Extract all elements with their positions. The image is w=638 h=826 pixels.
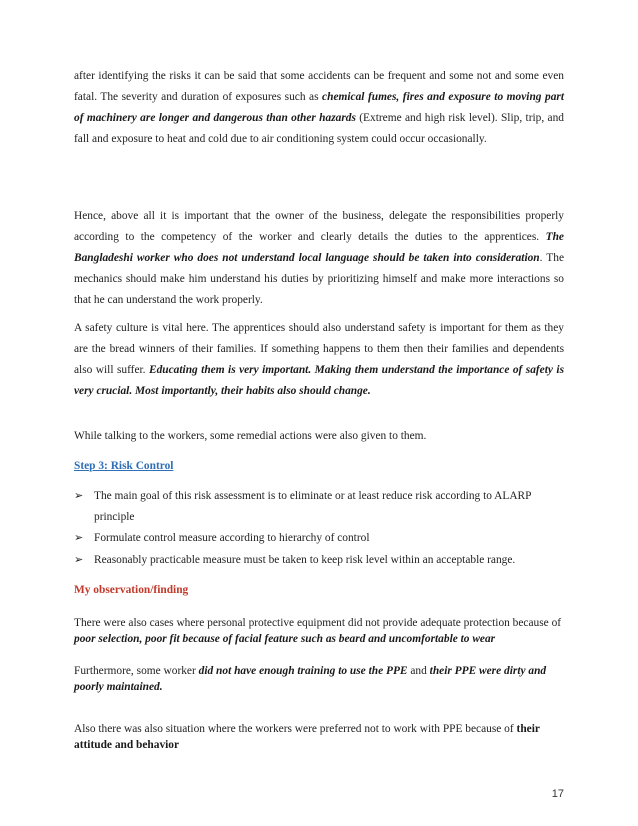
text-run: after identifying the risks it can be said that some accidents can be frequent and some not and some even fatal. The severity and duration of exposures such as bbox=[74, 70, 564, 103]
arrow-bullet-icon: ➢ bbox=[74, 490, 84, 502]
text-run: A safety culture is vital here. The apprentices should also understand safety is important for them as they are the bread winners of their families. If something happens to them then their families and dependents also will suffer. bbox=[74, 322, 564, 376]
emphasis-run: did not have enough training to use the PPE bbox=[198, 665, 408, 677]
bullet-text: Formulate control measure according to hierarchy of control bbox=[94, 532, 370, 544]
text-run: . The mechanics should make him understand his duties by prioritizing himself and make more interactions so that he can understand the work properly. bbox=[74, 252, 564, 306]
bullet-item bbox=[74, 486, 564, 528]
text-run: Furthermore, some worker bbox=[74, 665, 199, 677]
emphasis-run: their attitude and behavior bbox=[74, 723, 540, 751]
step3-heading: Step 3: Risk Control bbox=[74, 460, 174, 472]
bullet-text: The main goal of this risk assessment is to eliminate or at least reduce risk according to ALARP principle bbox=[94, 490, 532, 523]
emphasis-run: Educating them is very important. Making them understand the importance of safety is very crucial. Most importantly, their habits also should change. bbox=[74, 364, 564, 397]
paragraph-ppe-cases bbox=[74, 616, 564, 647]
emphasis-run: poor selection, poor fit because of facial feature such as beard and uncomfortable to wear bbox=[74, 632, 496, 645]
text-run: (Extreme and high risk level). Slip, trip, and fall and exposure to heat and cold due to air conditioning system could occur occasionally. bbox=[74, 112, 564, 145]
text-run: Hence, above all it is important that the owner of the business, delegate the responsibilities properly according to the competency of the worker and clearly details the duties to the apprentices. bbox=[74, 210, 564, 243]
emphasis-run: chemical fumes, fires and exposure to moving part of machinery are longer and dangerous than other hazards bbox=[74, 91, 564, 124]
page-number: 17 bbox=[551, 788, 564, 800]
paragraph-ppe-attitude bbox=[74, 722, 564, 753]
paragraph-risk-frequency bbox=[74, 66, 564, 150]
text-run: and bbox=[407, 665, 430, 677]
paragraph-remedial-actions: While talking to the workers, some remedial actions were also given to them. bbox=[74, 430, 427, 442]
emphasis-run: The Bangladeshi worker who does not understand local language should be taken into consideration bbox=[74, 231, 564, 264]
paragraph-ppe-training bbox=[74, 664, 564, 695]
emphasis-run: their PPE were dirty and poorly maintained. bbox=[74, 665, 547, 693]
observation-heading: My observation/finding bbox=[74, 584, 189, 596]
text-run: There were also cases where personal protective equipment did not provide adequate protection because of bbox=[74, 617, 562, 629]
paragraph-safety-culture bbox=[74, 318, 564, 402]
paragraph-responsibilities bbox=[74, 206, 564, 311]
arrow-bullet-icon: ➢ bbox=[74, 532, 84, 544]
bullet-text: Reasonably practicable measure must be taken to keep risk level within an acceptable range. bbox=[94, 554, 516, 566]
text-run: Also there was also situation where the workers were preferred not to work with PPE because of bbox=[74, 723, 517, 735]
arrow-bullet-icon: ➢ bbox=[74, 554, 84, 566]
